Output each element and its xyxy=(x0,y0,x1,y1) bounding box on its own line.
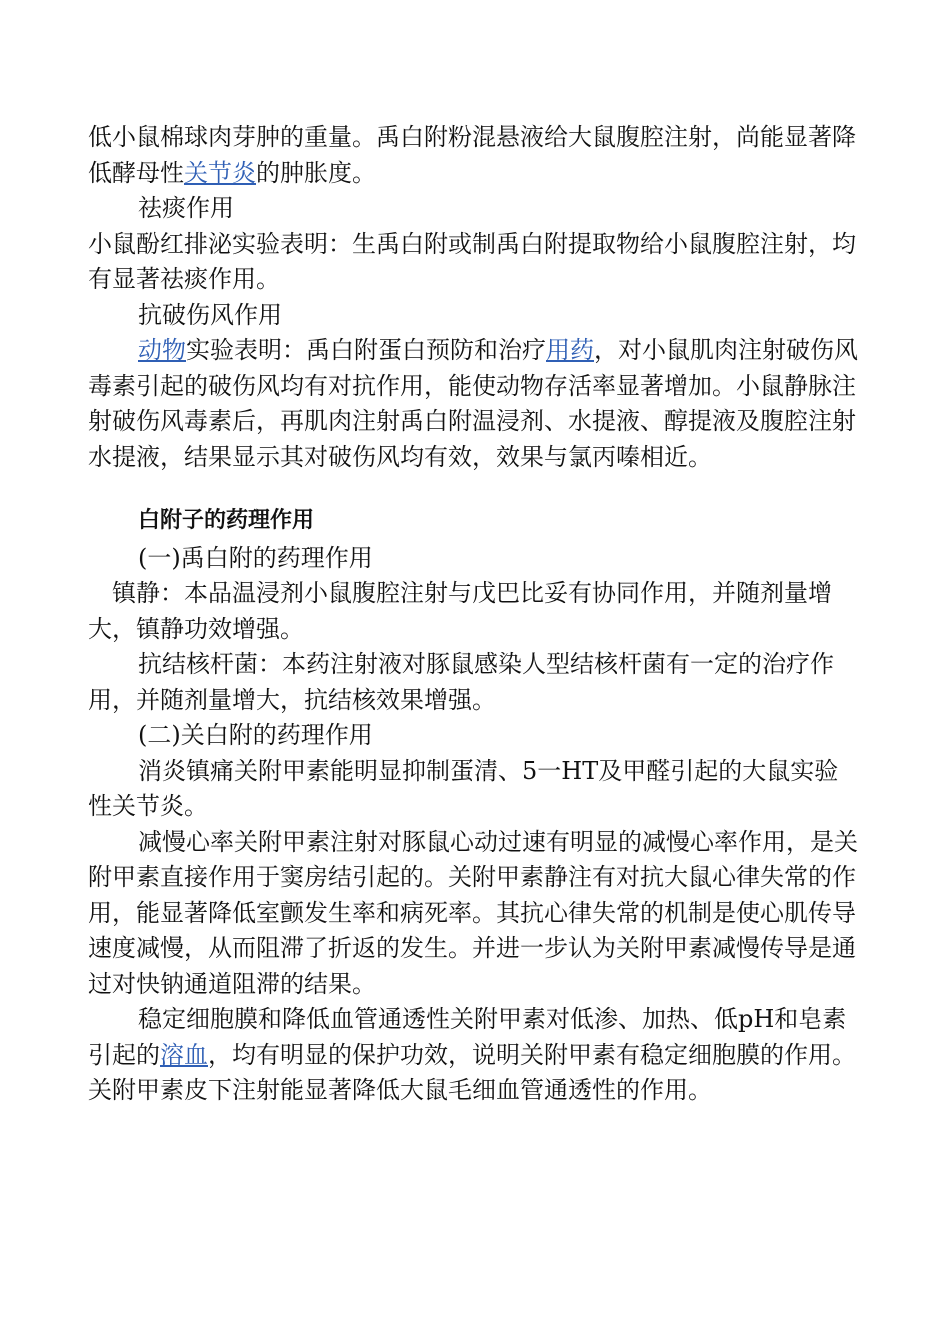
paragraph-antitetanus: 动物实验表明：禹白附蛋白预防和治疗用药，对小鼠肌肉注射破伤风毒素引起的破伤风均有对抗作用，能使动物存活率显著增加。小鼠静脉注射破伤风毒素后，再肌肉注射禹白附温浸剂、水提液、醇提液及腹腔注射水提液，结果显示其对破伤风均有效，效果与氯丙嗪相近。 xyxy=(88,336,858,471)
paragraph-antituberculosis: 抗结核杆菌：本药注射液对豚鼠感染人型结核杆菌有一定的治疗作用，并随剂量增大，抗结核效果增强。 xyxy=(88,650,834,714)
subheading-guanbaifu: (二)关白附的药理作用 xyxy=(138,721,373,749)
paragraph-antiinflammatory-end: 低小鼠棉球肉芽肿的重量。禹白附粉混悬液给大鼠腹腔注射，尚能显著降低酵母性关节炎的肿胀度。 xyxy=(88,123,856,187)
link-hemolysis[interactable]: 溶血 xyxy=(160,1040,208,1069)
heading-antitetanus: 抗破伤风作用 xyxy=(138,300,282,329)
paragraph-sedation: 镇静：本品温浸剂小鼠腹腔注射与戊巴比妥有协同作用，并随剂量增大，镇静功效增强。 xyxy=(88,579,832,643)
paragraph-antiinflammatory: 消炎镇痛关附甲素能明显抑制蛋清、5一HT及甲醛引起的大鼠实验性关节炎。 xyxy=(88,756,839,820)
paragraph-expectorant: 小鼠酚红排泌实验表明：生禹白附或制禹白附提取物给小鼠腹腔注射，均有显著祛痰作用。 xyxy=(88,229,856,293)
document-page xyxy=(88,120,858,1109)
subheading-yubaifu: (一)禹白附的药理作用 xyxy=(138,543,373,572)
link-arthritis[interactable]: 关节炎 xyxy=(184,158,256,187)
section-title: 白附子的药理作用 xyxy=(138,508,315,533)
link-animal[interactable]: 动物 xyxy=(138,336,186,364)
paragraph-membrane: 稳定细胞膜和降低血管通透性关附甲素对低渗、加热、低pH和皂素引起的溶血，均有明显的保护功效，说明关附甲素有稳定细胞膜的作用。关附甲素皮下注射能显著降低大鼠毛细血管通透性的作用。 xyxy=(88,1005,856,1104)
link-medication[interactable]: 用药 xyxy=(546,336,594,364)
paragraph-heart-rate: 减慢心率关附甲素注射对豚鼠心动过速有明显的减慢心率作用，是关附甲素直接作用于窦房结引起的。关附甲素静注有对抗大鼠心律失常的作用，能显著降低室颤发生率和病死率。其抗心律失常的机制是使心肌传导速度减慢，从而阻滞了折返的发生。并进一步认为关附甲素减慢传导是通过对快钠通道阻滞的结果。 xyxy=(88,827,858,998)
heading-expectorant: 祛痰作用 xyxy=(138,194,234,222)
